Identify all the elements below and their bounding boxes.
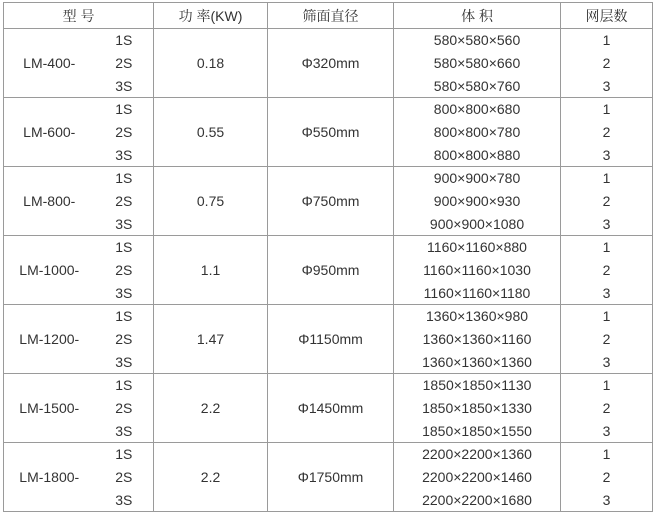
model-cell: LM-600-	[4, 98, 95, 167]
layers-cell: 3	[602, 422, 611, 439]
power-cell: 0.18	[154, 29, 268, 98]
volume-cell: 1360×1360×980	[394, 305, 561, 328]
layers-cell: 1	[561, 236, 653, 259]
size-cell: 1S	[95, 98, 154, 121]
model-cell: LM-1000-	[4, 236, 95, 305]
layers-cell: 3	[602, 353, 611, 370]
layers-cell: 2	[602, 55, 611, 71]
size-cell: 3S	[95, 351, 154, 374]
size-cell: 3S	[95, 213, 154, 236]
volume-cell: 1360×1360×1160	[394, 328, 561, 351]
header-volume: 体 积	[394, 3, 561, 29]
size-cell: 1S	[95, 167, 154, 190]
volume-cell: 1160×1160×1030	[394, 259, 561, 282]
vibrating-screen-spec-table	[3, 2, 653, 512]
volume-cell: 800×800×780	[394, 121, 561, 144]
layers-cell: 3	[602, 77, 611, 94]
power-cell: 0.75	[154, 167, 268, 236]
size-cell: 2S	[95, 466, 154, 489]
size-cell: 3S	[95, 144, 154, 167]
layers-cell: 1	[561, 374, 653, 397]
model-cell: LM-800-	[4, 167, 95, 236]
size-cell: 3S	[95, 489, 154, 512]
layers-cell: 1	[561, 167, 653, 190]
diameter-cell: Φ750mm	[268, 167, 394, 236]
volume-cell: 580×580×760	[394, 75, 561, 98]
layers-cell: 2	[602, 400, 611, 416]
size-cell: 2S	[95, 121, 154, 144]
size-cell: 2S	[95, 259, 154, 282]
size-cell: 3S	[95, 75, 154, 98]
layers-cell: 3	[602, 215, 611, 232]
volume-cell: 1850×1850×1550	[394, 420, 561, 443]
volume-cell: 580×580×560	[394, 29, 561, 52]
layers-cell: 1	[561, 29, 653, 52]
layers-cell: 2	[602, 469, 611, 485]
volume-cell: 1850×1850×1130	[394, 374, 561, 397]
table-row	[4, 236, 653, 259]
power-cell: 2.2	[154, 443, 268, 512]
power-cell: 2.2	[154, 374, 268, 443]
table-row	[4, 305, 653, 328]
layers-cell: 2	[602, 124, 611, 140]
volume-cell: 1850×1850×1330	[394, 397, 561, 420]
power-cell: 1.47	[154, 305, 268, 374]
diameter-cell: Φ1450mm	[268, 374, 394, 443]
layers-cell: 2	[602, 331, 611, 347]
size-cell: 3S	[95, 420, 154, 443]
volume-cell: 900×900×930	[394, 190, 561, 213]
size-cell: 2S	[95, 52, 154, 75]
table-row	[4, 443, 653, 466]
size-cell: 1S	[95, 443, 154, 466]
size-cell: 3S	[95, 282, 154, 305]
model-cell: LM-1200-	[4, 305, 95, 374]
layers-cell: 1	[561, 98, 653, 121]
layers-cell: 2	[602, 193, 611, 209]
layers-cell: 1	[561, 305, 653, 328]
diameter-cell: Φ320mm	[268, 29, 394, 98]
table-row	[4, 98, 653, 121]
volume-cell: 2200×2200×1460	[394, 466, 561, 489]
size-cell: 1S	[95, 236, 154, 259]
header-power: 功 率(KW)	[154, 3, 268, 29]
table-row	[4, 374, 653, 397]
size-cell: 1S	[95, 29, 154, 52]
volume-cell: 2200×2200×1680	[394, 489, 561, 512]
power-cell: 1.1	[154, 236, 268, 305]
layers-cell: 3	[602, 284, 611, 301]
volume-cell: 2200×2200×1360	[394, 443, 561, 466]
volume-cell: 900×900×1080	[394, 213, 561, 236]
power-cell: 0.55	[154, 98, 268, 167]
volume-cell: 800×800×880	[394, 144, 561, 167]
volume-cell: 800×800×680	[394, 98, 561, 121]
volume-cell: 1160×1160×880	[394, 236, 561, 259]
diameter-cell: Φ1750mm	[268, 443, 394, 512]
layers-cell: 1	[561, 443, 653, 466]
volume-cell: 1360×1360×1360	[394, 351, 561, 374]
size-cell: 2S	[95, 397, 154, 420]
model-cell: LM-400-	[4, 29, 95, 98]
size-cell: 1S	[95, 305, 154, 328]
volume-cell: 900×900×780	[394, 167, 561, 190]
header-model: 型 号	[4, 3, 154, 29]
diameter-cell: Φ550mm	[268, 98, 394, 167]
layers-cell: 3	[602, 491, 611, 508]
volume-cell: 580×580×660	[394, 52, 561, 75]
table-row	[4, 29, 653, 52]
table-row	[4, 167, 653, 190]
layers-cell: 3	[602, 146, 611, 163]
header-diameter: 筛面直径	[268, 3, 394, 29]
header-row	[4, 3, 653, 29]
size-cell: 2S	[95, 190, 154, 213]
model-cell: LM-1500-	[4, 374, 95, 443]
layers-cell: 2	[602, 262, 611, 278]
diameter-cell: Φ1150mm	[268, 305, 394, 374]
model-cell: LM-1800-	[4, 443, 95, 512]
size-cell: 1S	[95, 374, 154, 397]
header-layers: 网层数	[561, 3, 653, 29]
size-cell: 2S	[95, 328, 154, 351]
diameter-cell: Φ950mm	[268, 236, 394, 305]
volume-cell: 1160×1160×1180	[394, 282, 561, 305]
